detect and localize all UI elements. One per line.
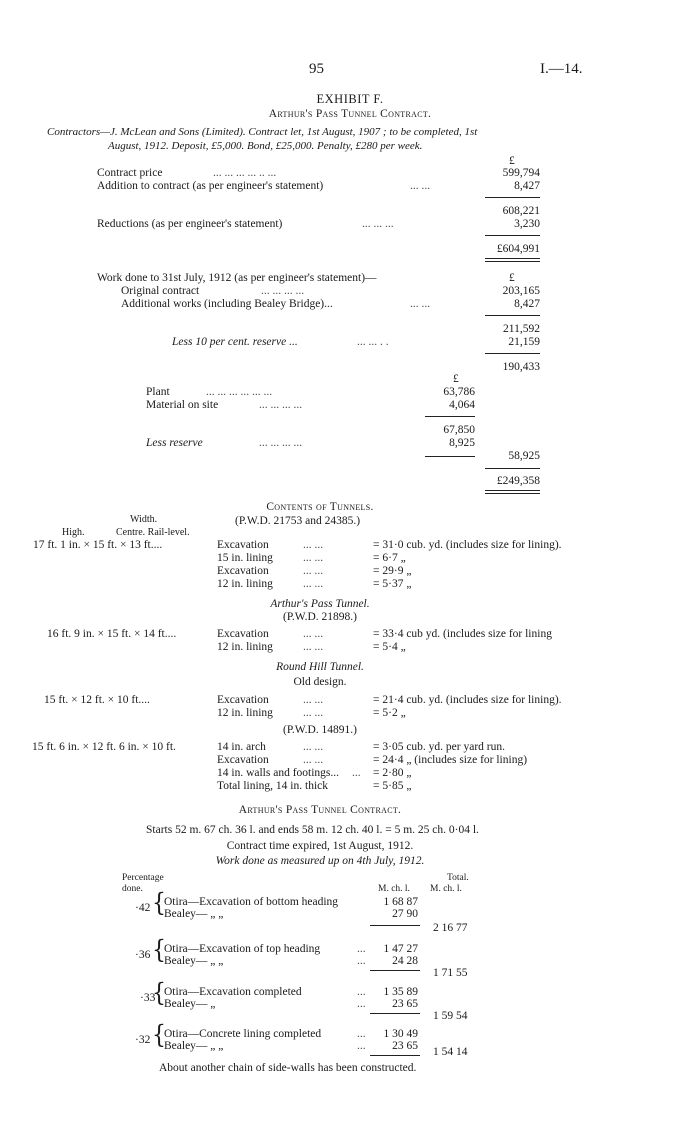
column-centre-rail-level: Centre. Rail-level. <box>116 527 190 538</box>
quantity-label: Total lining, 14 in. thick <box>217 780 328 792</box>
leader-dots: ... ... <box>303 694 324 706</box>
quantity-label: Excavation <box>217 539 269 551</box>
double-rule <box>485 258 540 262</box>
quantity-value: = 5·4 „ <box>373 641 406 653</box>
column-total: Total. <box>447 873 469 883</box>
contents-heading: Contents of Tunnels. <box>266 501 374 513</box>
column-m-ch-l: M. ch. l. <box>378 884 410 894</box>
additional-works-label: Additional works (including Bealey Bridge)... <box>121 298 333 310</box>
double-rule <box>485 490 540 494</box>
pound-sign: £ <box>509 272 515 284</box>
reductions-label: Reductions (as per engineer's statement) <box>97 218 283 230</box>
leader-dots: ... <box>357 998 366 1010</box>
sum-rule <box>425 456 475 457</box>
leader-dots: ... ... <box>303 628 324 640</box>
additional-works-value: 8,427 <box>514 298 540 310</box>
leader-dots: ... ... <box>303 641 324 653</box>
quantity-label: 12 in. lining <box>217 641 273 653</box>
pwd-reference: (P.W.D. 21753 and 24385.) <box>235 515 361 527</box>
leader-dots: ... <box>357 986 366 998</box>
less-reserve-label: Less 10 per cent. reserve ... <box>172 336 298 348</box>
quantity-value: = 21·4 cub. yd. (includes size for lining). <box>373 694 562 706</box>
work-item: Otira—Excavation of bottom heading <box>164 896 339 908</box>
quantity-value: = 2·80 „ <box>373 767 412 779</box>
reductions-value: 3,230 <box>514 218 540 230</box>
plant-value: 63,786 <box>443 386 475 398</box>
tunnel-dimensions: 17 ft. 1 in. × 15 ft. × 13 ft.... <box>33 539 163 551</box>
quantity-label: 14 in. arch <box>217 741 266 753</box>
sum-rule <box>485 315 540 316</box>
quantity-label: 14 in. walls and footings... <box>217 767 340 779</box>
quantity-label: 12 in. lining <box>217 578 273 590</box>
sum-rule <box>425 416 475 417</box>
chainage-value: 1 68 87 <box>383 896 418 908</box>
contract-price-label: Contract price <box>97 167 163 179</box>
chainage-value: 24 28 <box>392 955 418 967</box>
leader-dots: ... ... <box>410 298 431 310</box>
total-value: 2 16 77 <box>433 922 468 934</box>
leader-dots: ... ... ... <box>362 218 394 230</box>
work-item: Bealey— „ „ <box>164 1040 224 1052</box>
percentage-done: ·32 <box>135 1034 151 1046</box>
subtotal-value: 67,850 <box>443 424 475 436</box>
round-hill-tunnel-title: Round Hill Tunnel. <box>276 661 364 673</box>
quantity-value: = 6·7 „ <box>373 552 406 564</box>
sum-rule <box>370 925 420 926</box>
pound-sign: £ <box>453 373 459 385</box>
arthurs-pass-tunnel-title: Arthur's Pass Tunnel. <box>270 598 370 610</box>
leader-dots: ... <box>357 1040 366 1052</box>
quantity-value: = 29·9 „ <box>373 565 412 577</box>
original-contract-value: 203,165 <box>502 285 540 297</box>
total-value: 1 71 55 <box>433 967 468 979</box>
work-item: Bealey— „ <box>164 998 216 1010</box>
leader-dots: ... ... <box>410 180 431 192</box>
plant-label: Plant <box>146 386 170 398</box>
less-reserve-value: 8,925 <box>449 437 475 449</box>
old-design-label: Old design. <box>293 676 347 688</box>
brace-icon: { <box>152 936 166 965</box>
chainage-value: 27 90 <box>392 908 418 920</box>
work-item: Otira—Excavation completed <box>164 986 302 998</box>
sum-rule <box>370 1055 420 1056</box>
pwd-reference: (P.W.D. 21898.) <box>282 611 357 623</box>
brace-icon: { <box>152 979 166 1008</box>
work-item: Bealey— „ „ <box>164 955 224 967</box>
document-reference: I.—14. <box>540 61 583 77</box>
sum-rule <box>485 235 540 236</box>
leader-dots: ... ... <box>303 707 324 719</box>
chainage-value: 23 65 <box>392 1040 418 1052</box>
leader-dots: ... ... ... ... ... ... <box>206 386 273 398</box>
leader-dots: ... ... <box>303 741 324 753</box>
percentage-done: ·33 <box>140 992 156 1004</box>
leader-dots: ... ... . . <box>357 336 389 348</box>
quantity-label: 15 in. lining <box>217 552 273 564</box>
quantity-label: Excavation <box>217 628 269 640</box>
leader-dots: ... <box>357 1028 366 1040</box>
tunnel-dimensions: 15 ft. 6 in. × 12 ft. 6 in. × 10 ft. <box>32 741 176 753</box>
sum-rule <box>370 970 420 971</box>
page-number: 95 <box>309 61 324 77</box>
contractors-line-2: August, 1912. Deposit, £5,000. Bond, £25,000. Penalty, £280 per week. <box>108 140 423 152</box>
tunnel-dimensions: 15 ft. × 12 ft. × 10 ft.... <box>44 694 150 706</box>
quantity-value: = 3·05 cub. yd. per yard run. <box>373 741 505 753</box>
footer-note: About another chain of side-walls has been constructed. <box>159 1062 417 1074</box>
column-width: Width. <box>130 514 158 525</box>
total-value: 1 54 14 <box>433 1046 468 1058</box>
sum-rule <box>485 353 540 354</box>
original-contract-label: Original contract <box>121 285 200 297</box>
starts-and-ends-line: Starts 52 m. 67 ch. 36 l. and ends 58 m. 12 ch. 40 l. = 5 m. 25 ch. 0·04 l. <box>146 824 479 836</box>
subtotal-value: 211,592 <box>503 323 540 335</box>
percentage-done: ·42 <box>135 902 151 914</box>
contractors-line-1: Contractors—J. McLean and Sons (Limited). Contract let, 1st August, 1907 ; to be completed, 1st <box>47 126 478 138</box>
quantity-value: = 33·4 cub yd. (includes size for lining <box>373 628 552 640</box>
work-item: Otira—Excavation of top heading <box>164 943 321 955</box>
sum-rule <box>485 468 540 469</box>
progress-heading: Arthur's Pass Tunnel Contract. <box>238 804 402 816</box>
work-measured-line: Work done as measured up on 4th July, 1912. <box>215 855 425 867</box>
addition-value: 8,427 <box>514 180 540 192</box>
grand-total-value: £249,358 <box>496 475 540 487</box>
total-value: 1 59 54 <box>433 1010 468 1022</box>
percentage-done: ·36 <box>135 949 151 961</box>
leader-dots: ... ... <box>303 552 324 564</box>
subtotal-value: 190,433 <box>502 361 540 373</box>
contract-time-expired: Contract time expired, 1st August, 1912. <box>226 840 414 852</box>
contract-title: Arthur's Pass Tunnel Contract. <box>268 108 432 120</box>
chainage-value: 23 65 <box>392 998 418 1010</box>
work-done-label: Work done to 31st July, 1912 (as per engineer's statement)— <box>97 272 377 284</box>
work-item: Bealey— „ „ <box>164 908 224 920</box>
quantity-value: = 5·2 „ <box>373 707 406 719</box>
quantity-value: = 24·4 „ (includes size for lining) <box>373 754 528 766</box>
pound-sign: £ <box>509 155 515 167</box>
quantity-label: Excavation <box>217 565 269 577</box>
net-plant-value: 58,925 <box>508 450 540 462</box>
quantity-label: Excavation <box>217 694 269 706</box>
column-done: done. <box>122 884 143 894</box>
leader-dots: ... ... ... ... <box>259 437 303 449</box>
chainage-value: 1 30 49 <box>383 1028 418 1040</box>
leader-dots: ... ... <box>303 578 324 590</box>
exhibit-title: EXHIBIT F. <box>316 92 384 106</box>
chainage-value: 1 47 27 <box>383 943 418 955</box>
less-reserve-label: Less reserve <box>146 437 203 449</box>
leader-dots: ... ... <box>303 565 324 577</box>
quantity-label: 12 in. lining <box>217 707 273 719</box>
quantity-value: = 5·37 „ <box>373 578 412 590</box>
brace-icon: { <box>152 889 166 918</box>
leader-dots: ... <box>352 767 361 779</box>
quantity-value: = 31·0 cub. yd. (includes size for lining). <box>373 539 562 551</box>
leader-dots: ... ... <box>303 539 324 551</box>
quantity-value: = 5·85 „ <box>373 780 412 792</box>
sum-rule <box>370 1013 420 1014</box>
addition-label: Addition to contract (as per engineer's statement) <box>97 180 324 192</box>
material-label: Material on site <box>146 399 219 411</box>
sum-rule <box>485 197 540 198</box>
leader-dots: ... <box>357 955 366 967</box>
work-item: Otira—Concrete lining completed <box>164 1028 322 1040</box>
column-high: High. <box>62 527 85 538</box>
leader-dots: ... ... ... ... <box>259 399 303 411</box>
chainage-value: 1 35 89 <box>383 986 418 998</box>
less-reserve-value: 21,159 <box>508 336 540 348</box>
total-value: £604,991 <box>496 243 540 255</box>
column-total-m-ch-l: M. ch. l. <box>430 884 462 894</box>
leader-dots: ... <box>357 943 366 955</box>
brace-icon: { <box>152 1021 166 1050</box>
leader-dots: ... ... <box>303 754 324 766</box>
subtotal-value: 608,221 <box>502 205 540 217</box>
leader-dots: ... ... ... ... .. ... <box>213 167 277 179</box>
contract-price-value: 599,794 <box>502 167 540 179</box>
column-percentage: Percentage <box>122 873 164 883</box>
material-value: 4,064 <box>449 399 475 411</box>
tunnel-dimensions: 16 ft. 9 in. × 15 ft. × 14 ft.... <box>47 628 177 640</box>
quantity-label: Excavation <box>217 754 269 766</box>
leader-dots: ... ... ... ... <box>261 285 305 297</box>
pwd-reference: (P.W.D. 14891.) <box>282 724 357 736</box>
